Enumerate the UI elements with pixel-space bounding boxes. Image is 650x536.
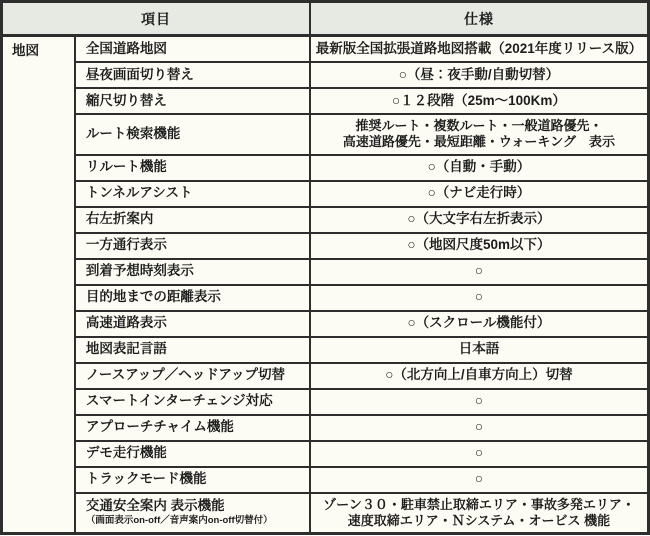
- table-row: [2, 62, 649, 88]
- spec-line: 高速道路優先・最短距離・ウォーキング 表示: [342, 134, 615, 150]
- item-cell: [75, 337, 310, 363]
- item-cell: [75, 207, 310, 233]
- header-row: [2, 2, 649, 36]
- spec-cell: [310, 467, 649, 493]
- spec-cell: [310, 311, 649, 337]
- spec-line: 推奨ルート・複数ルート・一般道路優先・: [355, 118, 603, 133]
- spec-cell: [310, 36, 649, 63]
- spec-line: 最新版全国拡張道路地図搭載（2021年度リリース版）: [315, 40, 643, 56]
- item-label: 全国道路地図: [85, 40, 167, 56]
- spec-line: ○（大文字右左折表示）: [407, 211, 551, 227]
- spec-line: ○: [474, 471, 484, 487]
- spec-line: ○（自動・手動）: [427, 159, 531, 175]
- spec-line: ゾーン３０・駐車禁止取締エリア・事故多発エリア・: [323, 496, 635, 512]
- item-label: アプローチチャイム機能: [85, 419, 234, 435]
- spec-cell: [310, 233, 649, 259]
- spec-cell: [310, 415, 649, 441]
- item-cell: [75, 363, 310, 389]
- table-row: [2, 311, 649, 337]
- spec-cell: [310, 155, 649, 181]
- item-label: トラックモード機能: [85, 471, 207, 487]
- item-label: ノースアップ／ヘッドアップ切替: [85, 367, 285, 383]
- spec-line: ○: [474, 393, 484, 409]
- table-row: [2, 233, 649, 259]
- spec-cell: [310, 337, 649, 363]
- header-spec-column: 仕様: [310, 2, 649, 36]
- item-label: 高速道路表示: [85, 315, 167, 331]
- spec-cell: [310, 441, 649, 467]
- item-label: 目的地までの距離表示: [85, 289, 221, 305]
- item-label: スマートインターチェンジ対応: [85, 393, 273, 409]
- item-cell: [75, 88, 310, 114]
- table-row: [2, 259, 649, 285]
- spec-line: ○: [474, 289, 484, 305]
- category-label: 地図: [12, 43, 39, 58]
- spec-cell: [310, 259, 649, 285]
- spec-line: ○: [474, 445, 484, 461]
- spec-cell: [310, 207, 649, 233]
- item-label: 右左折案内: [85, 211, 154, 227]
- spec-cell: [310, 285, 649, 311]
- spec-line: 速度取締エリア・Ｎシステム・オービス 機能: [347, 512, 611, 528]
- spec-cell: [310, 493, 649, 534]
- spec-cell: [310, 363, 649, 389]
- table-row: [2, 114, 649, 155]
- item-cell: [75, 259, 310, 285]
- item-label: リルート機能: [85, 159, 167, 175]
- category-cell: [2, 36, 75, 534]
- table-row: [2, 389, 649, 415]
- spec-cell: [310, 114, 649, 155]
- spec-line: ○: [474, 263, 484, 279]
- table-row: [2, 207, 649, 233]
- item-label: デモ走行機能: [85, 445, 167, 461]
- spec-line: ○（地図尺度50m以下）: [407, 237, 551, 253]
- table-row: [2, 493, 649, 534]
- item-cell: [75, 233, 310, 259]
- item-cell: [75, 181, 310, 207]
- item-cell: [75, 155, 310, 181]
- item-cell: [75, 36, 310, 63]
- spec-line: ○１２段階（25m〜100Km）: [391, 92, 566, 108]
- table-row: [2, 467, 649, 493]
- spec-line: ○: [474, 419, 484, 435]
- item-cell: [75, 311, 310, 337]
- spec-line: ○（スクロール機能付）: [407, 315, 551, 331]
- table-row: [2, 337, 649, 363]
- table-row: [2, 36, 649, 63]
- item-cell: [75, 467, 310, 493]
- item-cell: [75, 62, 310, 88]
- item-label: ルート検索機能: [85, 125, 181, 141]
- spec-cell: [310, 88, 649, 114]
- spec-cell: [310, 389, 649, 415]
- item-label: 地図表記言語: [85, 341, 167, 357]
- item-cell: [75, 415, 310, 441]
- table-row: [2, 285, 649, 311]
- table-row: [2, 415, 649, 441]
- header-item-column: 項目: [2, 2, 310, 36]
- spec-cell: [310, 181, 649, 207]
- table-row: [2, 181, 649, 207]
- table-row: [2, 363, 649, 389]
- item-label: トンネルアシスト: [85, 185, 193, 201]
- table-row: [2, 441, 649, 467]
- spec-line: ○（昼：夜手動/自動切替）: [398, 66, 560, 82]
- item-cell: [75, 114, 310, 155]
- table-row: [2, 88, 649, 114]
- spec-cell: [310, 62, 649, 88]
- spec-line: 日本語: [458, 341, 500, 357]
- table-row: [2, 155, 649, 181]
- item-cell: [75, 493, 310, 534]
- item-cell: [75, 441, 310, 467]
- spec-line: ○（ナビ走行時）: [427, 185, 531, 201]
- item-cell: [75, 389, 310, 415]
- spec-line: ○（北方向上/自車方向上）切替: [385, 367, 573, 383]
- item-label: 一方通行表示: [85, 237, 167, 253]
- item-label: 縮尺切り替え: [85, 92, 167, 108]
- item-label: 交通安全案内 表示機能: [85, 498, 225, 514]
- item-label: 昼夜画面切り替え: [85, 66, 194, 82]
- item-label: 到着予想時刻表示: [85, 263, 194, 279]
- item-note: （画面表示on-off／音声案内on-off切替付）: [85, 515, 273, 527]
- item-cell: [75, 285, 310, 311]
